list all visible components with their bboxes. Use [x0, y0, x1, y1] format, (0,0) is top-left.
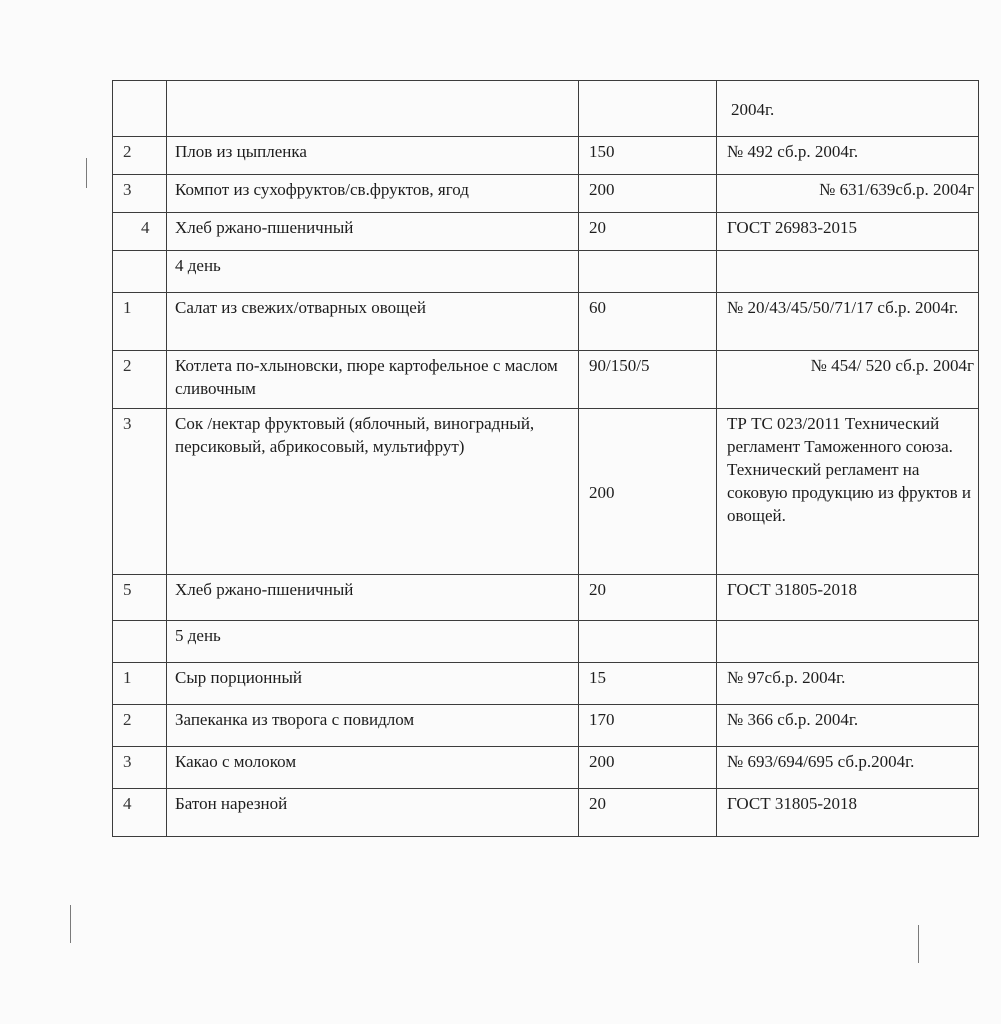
recipe-reference: № 454/ 520 сб.р. 2004г [717, 351, 979, 409]
item-number: 1 [113, 663, 167, 705]
menu-table [112, 80, 979, 837]
scan-mark-right [918, 925, 919, 963]
dish-name: Хлеб ржано-пшеничный [167, 575, 579, 621]
portion-grams: 200 [579, 175, 717, 213]
scan-mark-left [86, 158, 87, 188]
table-row [113, 213, 979, 251]
day-num-cell [113, 621, 167, 663]
dish-name: Запеканка из творога с повидлом [167, 705, 579, 747]
table-row [113, 409, 979, 575]
table-row [113, 575, 979, 621]
portion-grams: 90/150/5 [579, 351, 717, 409]
recipe-reference: № 366 сб.р. 2004г. [717, 705, 979, 747]
day-qty-cell [579, 251, 717, 293]
recipe-reference: ТР ТС 023/2011 Технический регламент Таможенного союза. Технический регламент на соковую продукцию из фруктов и овощей. [717, 409, 979, 575]
item-number: 4 [113, 789, 167, 837]
table-row [113, 81, 979, 137]
recipe-reference: ГОСТ 31805-2018 [717, 789, 979, 837]
portion-grams: 200 [579, 747, 717, 789]
table-row [113, 351, 979, 409]
item-number: 5 [113, 575, 167, 621]
day-label: 5 день [167, 621, 579, 663]
item-number: 4 [113, 213, 167, 251]
table-row [113, 789, 979, 837]
dish-name: Сыр порционный [167, 663, 579, 705]
recipe-reference: 2004г. [717, 81, 979, 137]
portion-grams: 200 [579, 409, 717, 575]
portion-grams: 20 [579, 575, 717, 621]
item-number [113, 81, 167, 137]
item-number: 1 [113, 293, 167, 351]
recipe-reference: ГОСТ 31805-2018 [717, 575, 979, 621]
recipe-reference: № 631/639сб.р. 2004г [717, 175, 979, 213]
portion-grams: 60 [579, 293, 717, 351]
recipe-reference: № 492 сб.р. 2004г. [717, 137, 979, 175]
day-label: 4 день [167, 251, 579, 293]
day-ref-cell [717, 621, 979, 663]
dish-name: Салат из свежих/отварных овощей [167, 293, 579, 351]
table-row [113, 705, 979, 747]
item-number: 2 [113, 351, 167, 409]
day-header-row [113, 621, 979, 663]
item-number: 3 [113, 175, 167, 213]
dish-name: Котлета по-хлыновски, пюре картофельное с маслом сливочным [167, 351, 579, 409]
portion-grams: 20 [579, 789, 717, 837]
portion-grams: 170 [579, 705, 717, 747]
portion-grams [579, 81, 717, 137]
scan-mark-left-lower [70, 905, 71, 943]
dish-name: Компот из сухофруктов/св.фруктов, ягод [167, 175, 579, 213]
item-number: 2 [113, 705, 167, 747]
dish-name: Плов из цыпленка [167, 137, 579, 175]
item-number: 3 [113, 747, 167, 789]
item-number: 2 [113, 137, 167, 175]
dish-name: Какао с молоком [167, 747, 579, 789]
recipe-reference: ГОСТ 26983-2015 [717, 213, 979, 251]
day-qty-cell [579, 621, 717, 663]
menu-table-body [113, 81, 979, 837]
table-row [113, 293, 979, 351]
item-number: 3 [113, 409, 167, 575]
recipe-reference: № 693/694/695 сб.р.2004г. [717, 747, 979, 789]
day-num-cell [113, 251, 167, 293]
table-row [113, 137, 979, 175]
table-row [113, 747, 979, 789]
portion-grams: 15 [579, 663, 717, 705]
day-ref-cell [717, 251, 979, 293]
dish-name [167, 81, 579, 137]
day-header-row [113, 251, 979, 293]
table-row [113, 175, 979, 213]
portion-grams: 20 [579, 213, 717, 251]
dish-name: Сок /нектар фруктовый (яблочный, виноградный, персиковый, абрикосовый, мультифрут) [167, 409, 579, 575]
recipe-reference: № 97сб.р. 2004г. [717, 663, 979, 705]
dish-name: Батон нарезной [167, 789, 579, 837]
dish-name: Хлеб ржано-пшеничный [167, 213, 579, 251]
table-row [113, 663, 979, 705]
portion-grams: 150 [579, 137, 717, 175]
recipe-reference: № 20/43/45/50/71/17 сб.р. 2004г. [717, 293, 979, 351]
